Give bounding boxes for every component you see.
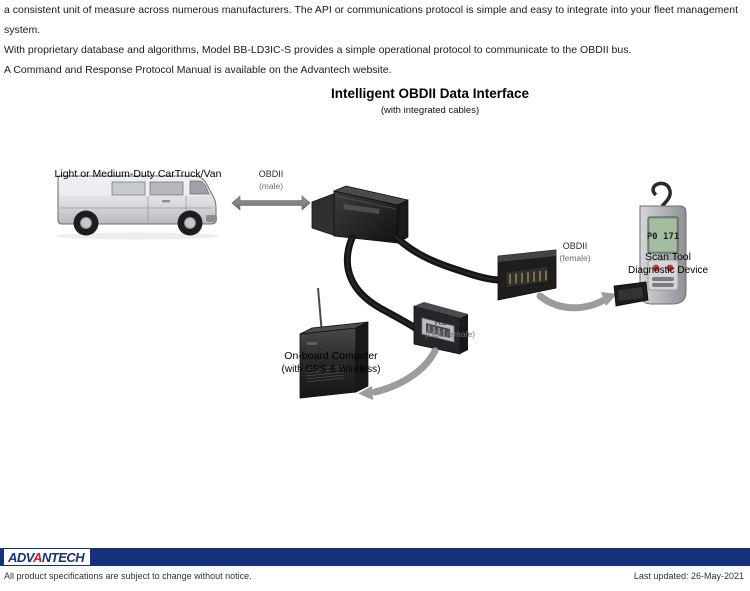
vehicle-illustration	[56, 176, 220, 240]
footer-bar	[0, 548, 750, 566]
logo-text-main: ADV	[8, 549, 33, 565]
scan-tool-arrow	[540, 292, 617, 308]
onboard-computer-caption	[256, 350, 406, 376]
advantech-logo	[4, 549, 90, 565]
logo-text-accent: A	[32, 549, 42, 565]
obdii-male-label-sub: (male)	[258, 181, 284, 191]
obdii-male-label	[231, 168, 311, 192]
scan-tool-caption	[598, 251, 738, 277]
onboard-computer-caption-line2: (with GPS & Wireless)	[281, 364, 381, 375]
intro-line-2: With proprietary database and algorithms, Model BB-LD3IC-S provides a simple operational protocol to communicate to the OBDII bus.	[4, 44, 632, 56]
cable-to-obdii-female	[396, 237, 500, 280]
rs232-label	[405, 316, 495, 340]
onboard-computer-caption-line1: On-board Computer	[284, 350, 378, 362]
footer-last-updated: Last updated: 26-May-2021	[633, 571, 744, 581]
intro-line-3: A Command and Response Protocol Manual is available on the Advantech website.	[4, 64, 392, 76]
onboard-computer-illustration	[300, 288, 368, 398]
scan-tool-display-code: P0 171	[646, 232, 680, 242]
obdii-female-label-text: OBDII	[562, 241, 588, 251]
rs232-label-sub: (DB9 female)	[424, 329, 476, 339]
obdii-male-arrow	[232, 196, 310, 210]
logo-text-tail: NTECH	[41, 549, 85, 565]
rs232-label-text: RS-232	[434, 317, 466, 327]
advantech-logo-text	[8, 550, 84, 565]
vehicle-caption: Light or Medium-Duty CarTruck/Van	[54, 168, 222, 180]
obdii-male-label-text: OBDII	[258, 169, 284, 179]
diagram-title: Intelligent OBDII Data Interface	[330, 86, 530, 101]
scan-tool-caption-line2: Diagnostic Device	[627, 265, 709, 276]
scan-tool-caption-line1: Scan Tool	[645, 251, 691, 263]
diagram-subtitle: (with integrated cables)	[380, 105, 480, 116]
obdii-system-diagram	[0, 60, 750, 520]
intro-line-1: a consistent unit of measure across numerous manufacturers. The API or communications protocol is simple and easy to integrate into your fleet management system.	[4, 4, 739, 36]
obdii-female-label-sub: (female)	[559, 253, 591, 263]
footer-disclaimer: All product specifications are subject to change without notice.	[4, 571, 252, 581]
obdii-interface-device	[312, 186, 408, 243]
scan-tool-illustration	[614, 183, 686, 306]
